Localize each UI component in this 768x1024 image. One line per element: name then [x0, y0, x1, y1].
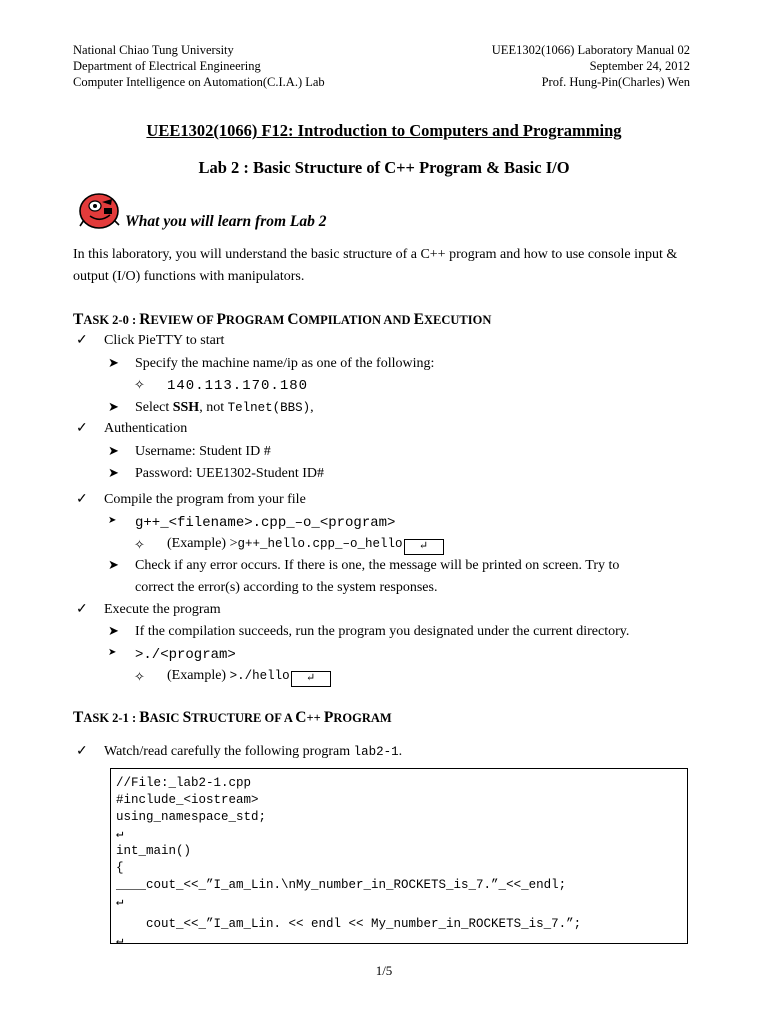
code-line: int_main() — [116, 844, 192, 858]
code-line: ↵ — [116, 895, 124, 909]
code-line: cout_<<_”I_am_Lin. << endl << My_number_in_ROCKETS_is_7.”; — [116, 917, 582, 931]
diamond-icon: ✧ — [134, 537, 145, 552]
check-icon: ✓ — [76, 602, 88, 617]
arrow-icon: ➤ — [108, 465, 119, 480]
diamond-icon: ✧ — [134, 669, 145, 684]
step-check-errors-1: Check if any error occurs. If there is one, the message will be printed on screen. Try to — [135, 558, 620, 573]
department-name: Department of Electrical Engineering — [73, 59, 261, 73]
code-line: { — [116, 861, 124, 875]
page-header — [73, 42, 690, 90]
code-line: //File:_lab2-1.cpp — [116, 776, 252, 790]
check-icon: ✓ — [76, 744, 88, 759]
step-select-ssh: Select SSH, not Telnet(BBS), — [135, 400, 314, 415]
professor: Prof. Hung-Pin(Charles) Wen — [541, 75, 690, 89]
task-2-1-heading: TASK 2-1 : BASIC STRUCTURE OF A C++ PROGRAM — [73, 709, 392, 726]
task-2-0-heading: TASK 2-0 : REVIEW OF PROGRAM COMPILATION AND EXECUTION — [73, 311, 492, 328]
check-icon: ✓ — [76, 333, 88, 348]
code-line: using_namespace_std; — [116, 810, 267, 824]
compile-example: (Example) >g++_hello.cpp_–o_hello ↵ — [167, 536, 444, 555]
check-icon: ✓ — [76, 421, 88, 436]
diamond-icon: ✧ — [134, 377, 145, 392]
code-line: ↵ — [116, 827, 124, 841]
enter-key-icon: ↵ — [291, 671, 331, 687]
course-title: UEE1302(1066) F12: Introduction to Computers and Programming — [146, 121, 622, 140]
run-example: (Example) >./hello ↵ — [167, 668, 331, 687]
arrow-icon: ➤ — [108, 557, 119, 572]
arrow-icon: ➤ — [108, 399, 119, 414]
step-username: Username: Student ID # — [135, 444, 271, 459]
arrow-icon: ➤ — [108, 443, 119, 458]
manual-title: UEE1302(1066) Laboratory Manual 02 — [491, 43, 690, 57]
code-listing — [110, 768, 688, 948]
step-specify-host: Specify the machine name/ip as one of the following: — [135, 356, 435, 371]
intro-paragraph: In this laboratory, you will understand the basic structure of a C++ program and how to use console input & output (I/O) functions with manipulators. — [73, 247, 678, 284]
arrow-icon: ➤ — [108, 623, 119, 638]
arrow-icon: ➤ — [108, 515, 117, 526]
step-authentication: Authentication — [104, 421, 188, 436]
step-start-piettY: Click PieTTY to start — [104, 333, 225, 348]
arrow-icon: ➤ — [108, 355, 119, 370]
learn-heading: What you will learn from Lab 2 — [125, 213, 327, 230]
code-line: ↵ — [116, 934, 124, 948]
run-command: >./<program> — [135, 647, 236, 663]
step-execute: Execute the program — [104, 602, 221, 617]
university-name: National Chiao Tung University — [73, 43, 234, 57]
step-watch-program: Watch/read carefully the following program lab2-1. — [104, 744, 403, 759]
compile-command: g++_<filename>.cpp_–o_<program> — [135, 515, 396, 531]
enter-key-icon: ↵ — [404, 539, 444, 555]
code-line: #include_<iostream> — [116, 793, 259, 807]
lab-title: Lab 2 : Basic Structure of C++ Program & Basic I/O — [198, 158, 570, 177]
check-icon: ✓ — [76, 492, 88, 507]
step-password: Password: UEE1302-Student ID# — [135, 466, 324, 481]
lab-name: Computer Intelligence on Automation(C.I.A.) Lab — [73, 75, 325, 89]
learning-mascot-icon — [78, 190, 122, 230]
arrow-icon: ➤ — [108, 647, 117, 658]
host-ip: 140.113.170.180 — [167, 378, 309, 394]
code-line: ____cout_<<_”I_am_Lin.\nMy_number_in_ROCKETS_is_7.”_<<_endl; — [116, 878, 567, 892]
step-run-program: If the compilation succeeds, run the program you designated under the current directory. — [135, 624, 630, 639]
step-compile: Compile the program from your file — [104, 492, 306, 507]
date: September 24, 2012 — [589, 59, 690, 73]
page-number: 1/5 — [375, 963, 393, 978]
step-check-errors-2: correct the error(s) according to the system responses. — [135, 580, 438, 595]
